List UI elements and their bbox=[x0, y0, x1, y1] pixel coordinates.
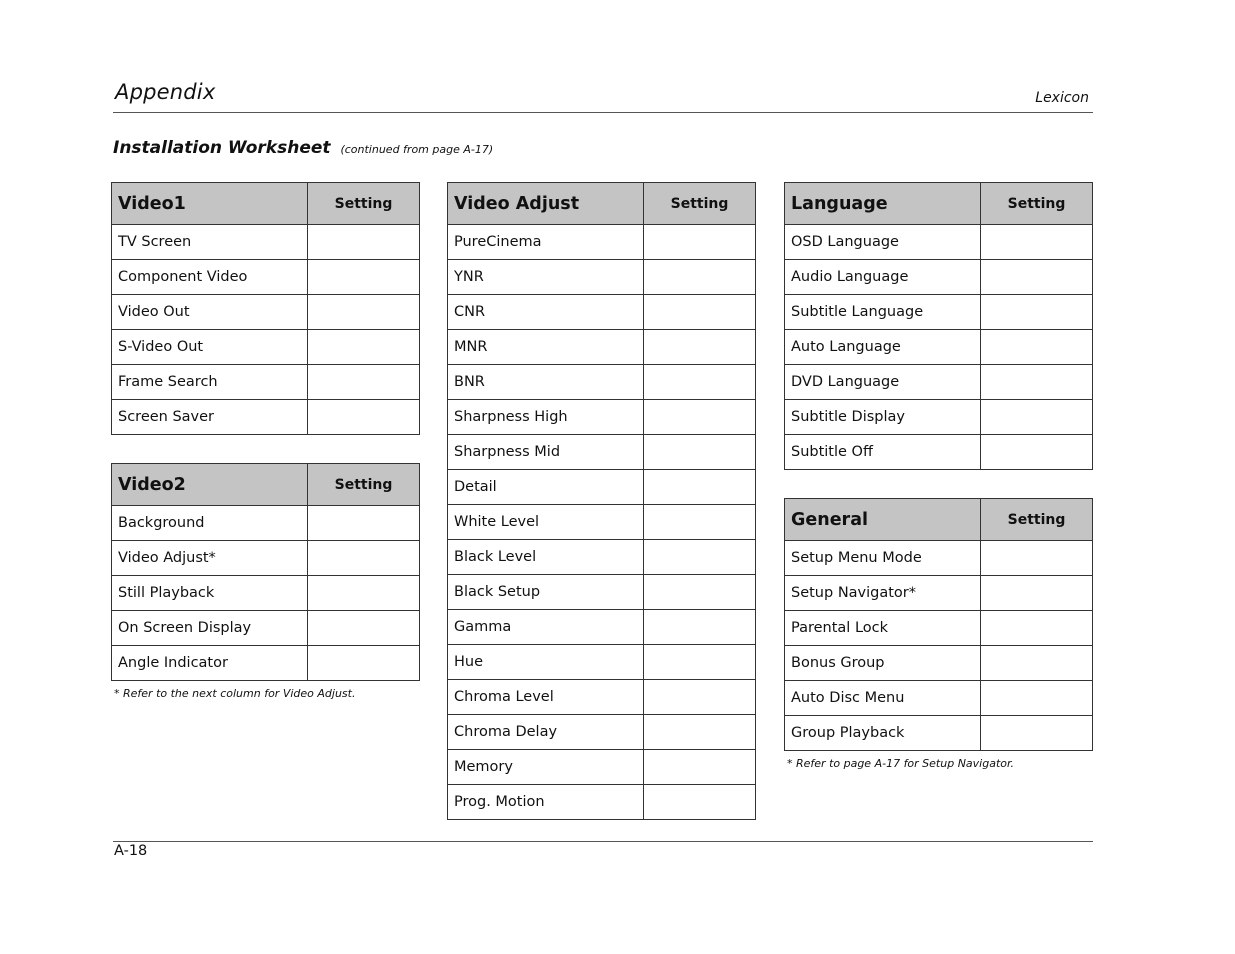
setting-cell bbox=[644, 785, 756, 820]
table-row bbox=[448, 505, 756, 540]
table-row bbox=[112, 646, 420, 681]
table-row bbox=[785, 295, 1093, 330]
table-row bbox=[785, 365, 1093, 400]
table-header-row bbox=[112, 183, 420, 225]
table-row bbox=[448, 575, 756, 610]
parameter-label: Angle Indicator bbox=[112, 646, 308, 681]
table-row bbox=[448, 400, 756, 435]
parameter-label: Subtitle Off bbox=[785, 435, 981, 470]
table-row bbox=[785, 611, 1093, 646]
parameter-label: Frame Search bbox=[112, 365, 308, 400]
setting-cell bbox=[308, 576, 420, 611]
parameter-label: Subtitle Display bbox=[785, 400, 981, 435]
setting-cell bbox=[644, 680, 756, 715]
parameter-label: Group Playback bbox=[785, 716, 981, 751]
parameter-label: Component Video bbox=[112, 260, 308, 295]
setting-cell bbox=[308, 260, 420, 295]
setting-column-header: Setting bbox=[308, 464, 420, 506]
table-header-row bbox=[785, 183, 1093, 225]
parameter-label: Chroma Delay bbox=[448, 715, 644, 750]
setting-column-header: Setting bbox=[644, 183, 756, 225]
parameter-label: TV Screen bbox=[112, 225, 308, 260]
page-number: A-18 bbox=[114, 843, 148, 859]
table-title: Video Adjust bbox=[448, 183, 644, 225]
setting-cell bbox=[981, 576, 1093, 611]
table-row bbox=[112, 295, 420, 330]
table-row bbox=[448, 540, 756, 575]
parameter-label: S-Video Out bbox=[112, 330, 308, 365]
table-row bbox=[785, 681, 1093, 716]
parameter-label: Setup Menu Mode bbox=[785, 541, 981, 576]
table-row bbox=[448, 715, 756, 750]
table-row bbox=[448, 680, 756, 715]
table-row bbox=[448, 470, 756, 505]
parameter-label: Setup Navigator* bbox=[785, 576, 981, 611]
parameter-label: Parental Lock bbox=[785, 611, 981, 646]
table-row bbox=[785, 576, 1093, 611]
parameter-label: MNR bbox=[448, 330, 644, 365]
worksheet-title bbox=[113, 138, 493, 158]
parameter-label: White Level bbox=[448, 505, 644, 540]
setting-cell bbox=[981, 716, 1093, 751]
setting-cell bbox=[981, 611, 1093, 646]
setting-cell bbox=[981, 646, 1093, 681]
table-row bbox=[785, 400, 1093, 435]
parameter-label: Detail bbox=[448, 470, 644, 505]
header-rule bbox=[113, 112, 1093, 113]
parameter-label: Video Out bbox=[112, 295, 308, 330]
table-row bbox=[448, 225, 756, 260]
setting-cell bbox=[644, 505, 756, 540]
setting-cell bbox=[644, 645, 756, 680]
table-row bbox=[448, 260, 756, 295]
setting-column-header: Setting bbox=[981, 183, 1093, 225]
setting-cell bbox=[644, 435, 756, 470]
parameter-label: Bonus Group bbox=[785, 646, 981, 681]
footer-rule bbox=[113, 841, 1093, 842]
parameter-label: Background bbox=[112, 506, 308, 541]
parameter-label: CNR bbox=[448, 295, 644, 330]
setting-column-header: Setting bbox=[981, 499, 1093, 541]
general-table bbox=[784, 498, 1093, 751]
setting-cell bbox=[308, 225, 420, 260]
setting-cell bbox=[644, 330, 756, 365]
setting-cell bbox=[308, 506, 420, 541]
parameter-label: Memory bbox=[448, 750, 644, 785]
parameter-label: Prog. Motion bbox=[448, 785, 644, 820]
table-row bbox=[785, 435, 1093, 470]
table-row bbox=[448, 610, 756, 645]
setting-column-header: Setting bbox=[308, 183, 420, 225]
table-row bbox=[448, 295, 756, 330]
parameter-label: Chroma Level bbox=[448, 680, 644, 715]
setting-cell bbox=[308, 646, 420, 681]
worksheet-title-text: Installation Worksheet bbox=[113, 138, 331, 158]
parameter-label: Still Playback bbox=[112, 576, 308, 611]
setting-cell bbox=[981, 681, 1093, 716]
table-row bbox=[112, 260, 420, 295]
table-row bbox=[448, 750, 756, 785]
parameter-label: PureCinema bbox=[448, 225, 644, 260]
table-row bbox=[112, 330, 420, 365]
parameter-label: DVD Language bbox=[785, 365, 981, 400]
video2-footnote: * Refer to the next column for Video Adjust. bbox=[114, 687, 356, 700]
table-row bbox=[785, 541, 1093, 576]
setting-cell bbox=[981, 400, 1093, 435]
table-row bbox=[112, 611, 420, 646]
setting-cell bbox=[308, 365, 420, 400]
table-row bbox=[785, 260, 1093, 295]
parameter-label: Video Adjust* bbox=[112, 541, 308, 576]
parameter-label: Black Setup bbox=[448, 575, 644, 610]
table-row bbox=[785, 716, 1093, 751]
table-row bbox=[112, 225, 420, 260]
section-title: Appendix bbox=[115, 80, 216, 104]
setting-cell bbox=[981, 435, 1093, 470]
language-table bbox=[784, 182, 1093, 470]
table-row bbox=[112, 506, 420, 541]
parameter-label: Black Level bbox=[448, 540, 644, 575]
table-title: Video2 bbox=[112, 464, 308, 506]
parameter-label: BNR bbox=[448, 365, 644, 400]
parameter-label: Gamma bbox=[448, 610, 644, 645]
setting-cell bbox=[644, 295, 756, 330]
table-title: Language bbox=[785, 183, 981, 225]
setting-cell bbox=[981, 260, 1093, 295]
setting-cell bbox=[644, 750, 756, 785]
setting-cell bbox=[981, 365, 1093, 400]
table-row bbox=[785, 330, 1093, 365]
parameter-label: Hue bbox=[448, 645, 644, 680]
table-row bbox=[112, 576, 420, 611]
table-row bbox=[112, 541, 420, 576]
parameter-label: On Screen Display bbox=[112, 611, 308, 646]
setting-cell bbox=[644, 470, 756, 505]
video1-table bbox=[111, 182, 420, 435]
setting-cell bbox=[308, 295, 420, 330]
setting-cell bbox=[308, 400, 420, 435]
setting-cell bbox=[644, 540, 756, 575]
setting-cell bbox=[644, 365, 756, 400]
setting-cell bbox=[981, 330, 1093, 365]
parameter-label: Subtitle Language bbox=[785, 295, 981, 330]
parameter-label: Sharpness Mid bbox=[448, 435, 644, 470]
worksheet-note: (continued from page A-17) bbox=[340, 143, 494, 156]
table-row bbox=[448, 365, 756, 400]
parameter-label: Sharpness High bbox=[448, 400, 644, 435]
setting-cell bbox=[644, 400, 756, 435]
setting-cell bbox=[308, 330, 420, 365]
setting-cell bbox=[981, 225, 1093, 260]
table-header-row bbox=[112, 464, 420, 506]
table-row bbox=[448, 435, 756, 470]
table-row bbox=[448, 330, 756, 365]
table-row bbox=[785, 646, 1093, 681]
table-row bbox=[448, 645, 756, 680]
setting-cell bbox=[644, 225, 756, 260]
table-header-row bbox=[448, 183, 756, 225]
setting-cell bbox=[308, 611, 420, 646]
parameter-label: Audio Language bbox=[785, 260, 981, 295]
parameter-label: Auto Disc Menu bbox=[785, 681, 981, 716]
parameter-label: Screen Saver bbox=[112, 400, 308, 435]
table-row bbox=[112, 400, 420, 435]
table-row bbox=[785, 225, 1093, 260]
table-title: Video1 bbox=[112, 183, 308, 225]
setting-cell bbox=[981, 541, 1093, 576]
parameter-label: Auto Language bbox=[785, 330, 981, 365]
table-row bbox=[448, 785, 756, 820]
brand-name: Lexicon bbox=[1035, 90, 1089, 106]
parameter-label: YNR bbox=[448, 260, 644, 295]
setting-cell bbox=[644, 575, 756, 610]
video2-table bbox=[111, 463, 420, 681]
table-row bbox=[112, 365, 420, 400]
setting-cell bbox=[644, 610, 756, 645]
setting-cell bbox=[644, 260, 756, 295]
setting-cell bbox=[644, 715, 756, 750]
table-title: General bbox=[785, 499, 981, 541]
parameter-label: OSD Language bbox=[785, 225, 981, 260]
setting-cell bbox=[981, 295, 1093, 330]
table-header-row bbox=[785, 499, 1093, 541]
video-adjust-table bbox=[447, 182, 756, 820]
general-footnote: * Refer to page A-17 for Setup Navigator. bbox=[787, 757, 1015, 770]
setting-cell bbox=[308, 541, 420, 576]
